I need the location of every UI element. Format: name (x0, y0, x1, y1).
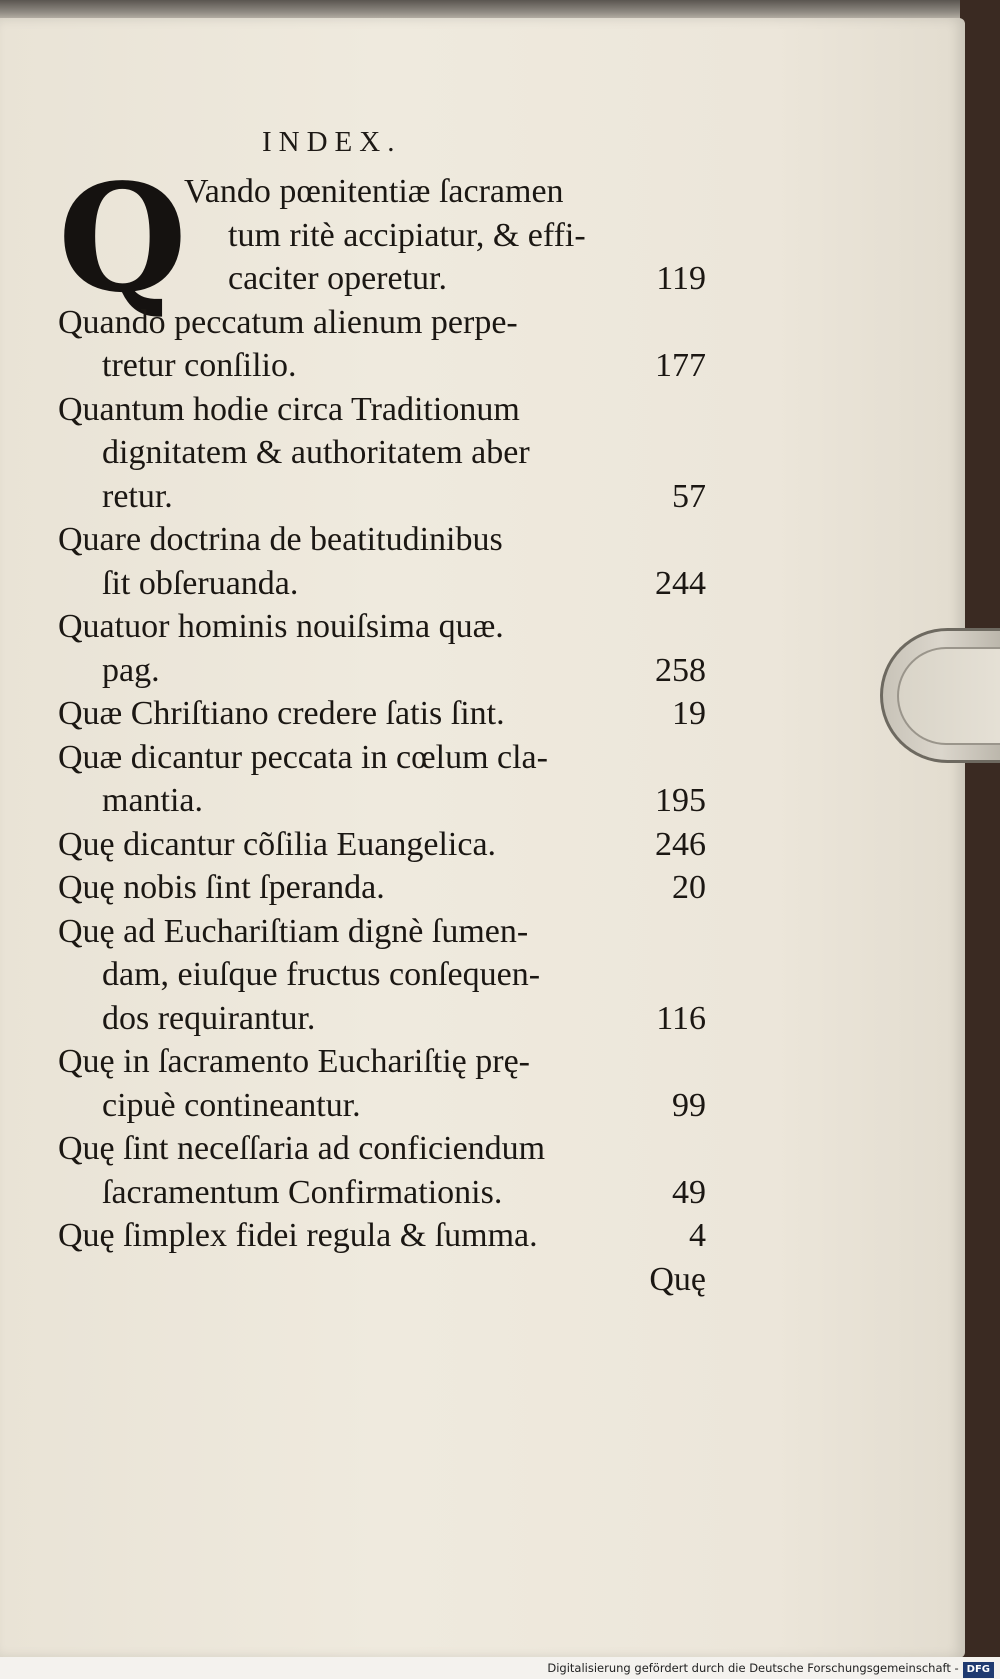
index-line: Quare doctrina de beatitudinibus (58, 521, 503, 558)
index-line: dam, eiuſque fructus conſequen- (102, 956, 541, 993)
book-top-edge (0, 0, 960, 20)
index-line: Vando pœnitentiæ ſacramen (184, 173, 564, 210)
index-line: Quę in ſacramento Euchariſtię prę- (58, 1043, 530, 1080)
index-line: tum ritè accipiatur, & effi- (228, 216, 586, 254)
page-number: 116 (656, 999, 706, 1037)
index-line: Quatuor hominis nouiſsima quæ. (58, 608, 504, 645)
dfg-logo: DFG (963, 1662, 994, 1678)
page-number: 20 (672, 869, 706, 906)
index-line: Quę ſint neceſſaria ad conficiendum (58, 1130, 546, 1167)
index-line: mantia. 195 (58, 779, 706, 823)
footer-text: Digitalisierung gefördert durch die Deutsche Forschungsgemeinschaft - (547, 1661, 959, 1675)
index-entries (58, 151, 706, 1301)
page-number: 244 (655, 564, 706, 602)
index-line: cipuè contineantur. 99 (58, 1084, 706, 1128)
book-clasp-inner (897, 647, 1000, 745)
page-number: 177 (655, 347, 706, 384)
page-number: 258 (655, 651, 706, 689)
digitization-footer (0, 1657, 1000, 1679)
page-number: 195 (655, 782, 706, 819)
index-line: Quę ſimplex fidei regula & ſumma. 4 (58, 1214, 706, 1258)
index-line: ſacramentum Confirmationis. 49 (58, 1171, 706, 1215)
page-number: 246 (655, 825, 706, 863)
index-line: retur. 57 (58, 475, 706, 519)
index-line: Quę ad Euchariſtiam dignè ſumen- (58, 912, 529, 950)
index-line: dignitatem & authoritatem aber (102, 434, 530, 471)
index-line: caciter operetur. 119 (58, 257, 706, 301)
index-line: tretur conſilio. 177 (58, 344, 706, 388)
page-number: 119 (656, 260, 706, 297)
page-number: 49 (672, 1173, 706, 1211)
page-number: 99 (672, 1086, 706, 1124)
running-head: INDEX. (262, 126, 402, 158)
page-number: 4 (689, 1217, 706, 1254)
index-line: Quantum hodie circa Traditionum (58, 390, 520, 428)
page-number: 57 (672, 477, 706, 515)
index-line: Quę dicantur cõſilia Euangelica. 246 (58, 823, 706, 867)
index-line: Quæ dicantur peccata in cœlum cla- (58, 738, 548, 776)
initial-letter: Q (58, 151, 187, 325)
page-number: 19 (672, 695, 706, 732)
index-line: Quę nobis ſint ſperanda. 20 (58, 866, 706, 910)
index-line: Quando peccatum alienum perpe- (58, 303, 518, 341)
index-line: pag. 258 (58, 649, 706, 693)
index-line: ſit obſeruanda. 244 (58, 562, 706, 606)
catchword: Quę (649, 1260, 706, 1298)
index-line: Quæ Chriſtiano credere ſatis ſint. 19 (58, 692, 706, 736)
index-line: dos requirantur. 116 (58, 997, 706, 1041)
